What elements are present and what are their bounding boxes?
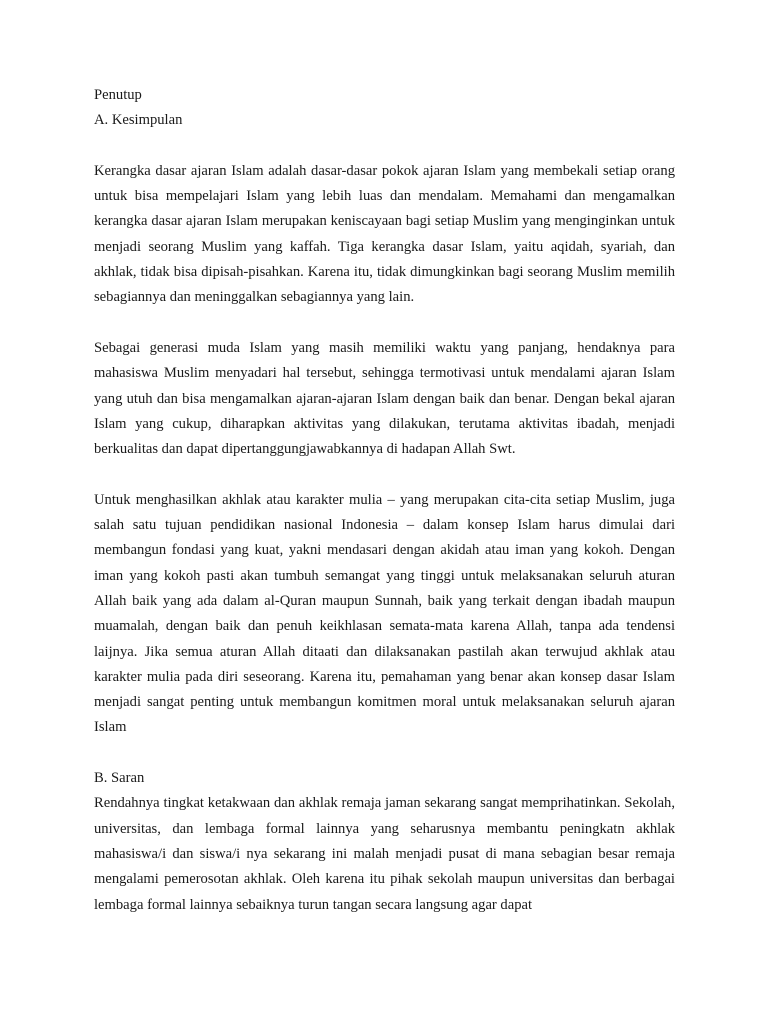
spacer: [94, 462, 675, 487]
document-body: [94, 83, 675, 918]
closing-title: Penutup: [94, 87, 142, 103]
spacer: [94, 741, 675, 766]
suggestion-paragraph: Rendahnya tingkat ketakwaan dan akhlak remaja jaman sekarang sangat memprihatinkan. Sekolah, universitas, dan lembaga formal lainnya yang seharusnya membantu peningkatn akhlak mahasiswa/i dan siswa/i nya sekarang ini malah menjadi pusat di mana sebagian besar remaja mengalami pemerosotan akhlak. Oleh karena itu pihak sekolah maupun universitas dan berbagai lembaga formal lainnya sebaiknya turun tangan secara langsung agar dapat: [94, 795, 675, 913]
conclusion-paragraph-1: Kerangka dasar ajaran Islam adalah dasar-dasar pokok ajaran Islam yang membekali setiap orang untuk bisa mempelajari Islam yang lebih luas dan mendalam. Memahami dan mengamalkan kerangka dasar ajaran Islam merupakan keniscayaan bagi setiap Muslim yang menginginkan untuk menjadi seorang Muslim yang kaffah. Tiga kerangka dasar Islam, yaitu aqidah, syariah, dan akhlak, tidak bisa dipisah-pisahkan. Karena itu, tidak dimungkinkan bagi seorang Muslim memilih sebagiannya dan meninggalkan sebagiannya yang lain.: [94, 162, 675, 306]
spacer: [94, 311, 675, 336]
suggestion-heading: B. Saran: [94, 770, 145, 787]
conclusion-paragraph-3: Untuk menghasilkan akhlak atau karakter mulia – yang merupakan cita-cita setiap Muslim, juga salah satu tujuan pendidikan nasional Indonesia – dalam konsep Islam harus dimulai dari membangun fondasi yang kuat, yakni mendasari dengan akidah atau iman yang kokoh. Dengan iman yang kokoh pasti akan tumbuh semangat yang tinggi untuk melaksanakan seluruh aturan Allah baik yang ada dalam al-Quran maupun Sunnah, baik yang terkait dengan ibadah maupun muamalah, dengan baik dan penuh keikhlasan semata-mata karena Allah, tanpa ada tendensi laijnya. Jika semua aturan Allah ditaati dan dilaksanakan pastilah akan terwujud akhlak atau karakter mulia pada diri seseorang. Karena itu, pemahaman yang benar akan konsep dasar Islam menjadi sangat penting untuk membangun komitmen moral untuk melaksanakan seluruh ajaran Islam: [94, 491, 675, 736]
conclusion-paragraph-2: Sebagai generasi muda Islam yang masih memiliki waktu yang panjang, hendaknya para mahasiswa Muslim menyadari hal tersebut, sehingga termotivasi untuk mendalami ajaran Islam yang utuh dan bisa mengamalkan ajaran-ajaran Islam dengan baik dan benar. Dengan bekal ajaran Islam yang cukup, diharapkan aktivitas yang dilakukan, terutama aktivitas ibadah, menjadi berkualitas dan dapat dipertanggungjawabkannya di hadapan Allah Swt.: [94, 339, 675, 458]
conclusion-heading: A. Kesimpulan: [94, 112, 183, 129]
spacer: [94, 134, 675, 159]
